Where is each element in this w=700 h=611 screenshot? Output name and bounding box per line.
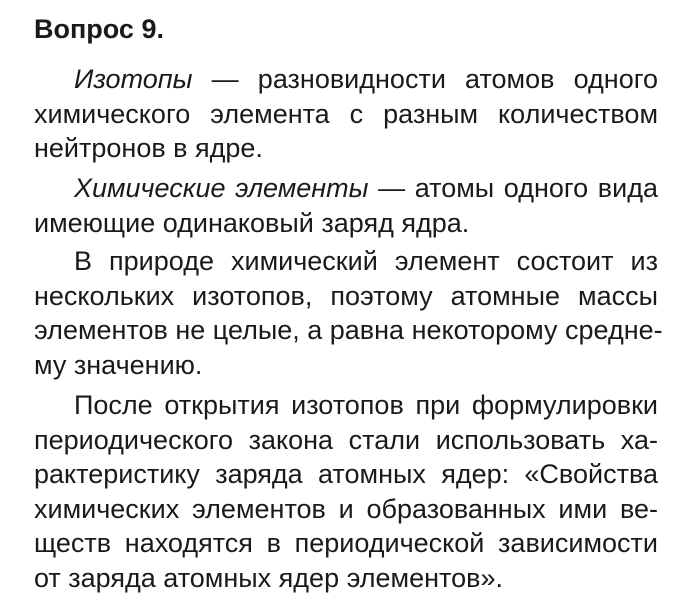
text-line: В природе химический элемент состоит из <box>74 246 658 276</box>
text-line: ществ находятся в периодической зависимости <box>34 528 658 558</box>
question-title: Вопрос 9. <box>34 14 164 44</box>
paragraph-periodic-law <box>34 388 658 595</box>
text-line: элементов не целые, а равна некоторому средне- <box>34 315 663 345</box>
text-line: нейтронов в ядре. <box>34 133 263 163</box>
text-line <box>34 171 658 206</box>
text-line: от заряда атомных ядер элементов». <box>34 562 503 593</box>
text-line: рактеристику заряда атомных ядер: «Свойства <box>34 459 658 489</box>
text-line: химического элемента с разным количеством <box>34 98 658 129</box>
paragraph-nature <box>34 244 663 382</box>
text-line: му значению. <box>34 349 203 380</box>
term-chemical-elements: Химические элементы <box>74 173 369 203</box>
text-line: химических элементов и образованных ими ве- <box>34 493 658 524</box>
text-line <box>34 62 658 97</box>
text-line: имеющие одинаковый заряд ядра. <box>34 207 470 238</box>
text-line: периодического закона стали использовать ха- <box>34 424 658 455</box>
text-fragment: — атомы одного вида <box>368 173 658 203</box>
term-isotopes: Изотопы <box>74 64 193 94</box>
text-line: После открытия изотопов при формулировки <box>74 390 658 420</box>
text-line: нескольких изотопов, поэтому атомные массы <box>34 280 658 311</box>
text-fragment: — разновидности атомов одного <box>192 64 658 94</box>
paragraph-chemical-elements <box>34 171 658 240</box>
paragraph-isotopes <box>34 62 658 166</box>
